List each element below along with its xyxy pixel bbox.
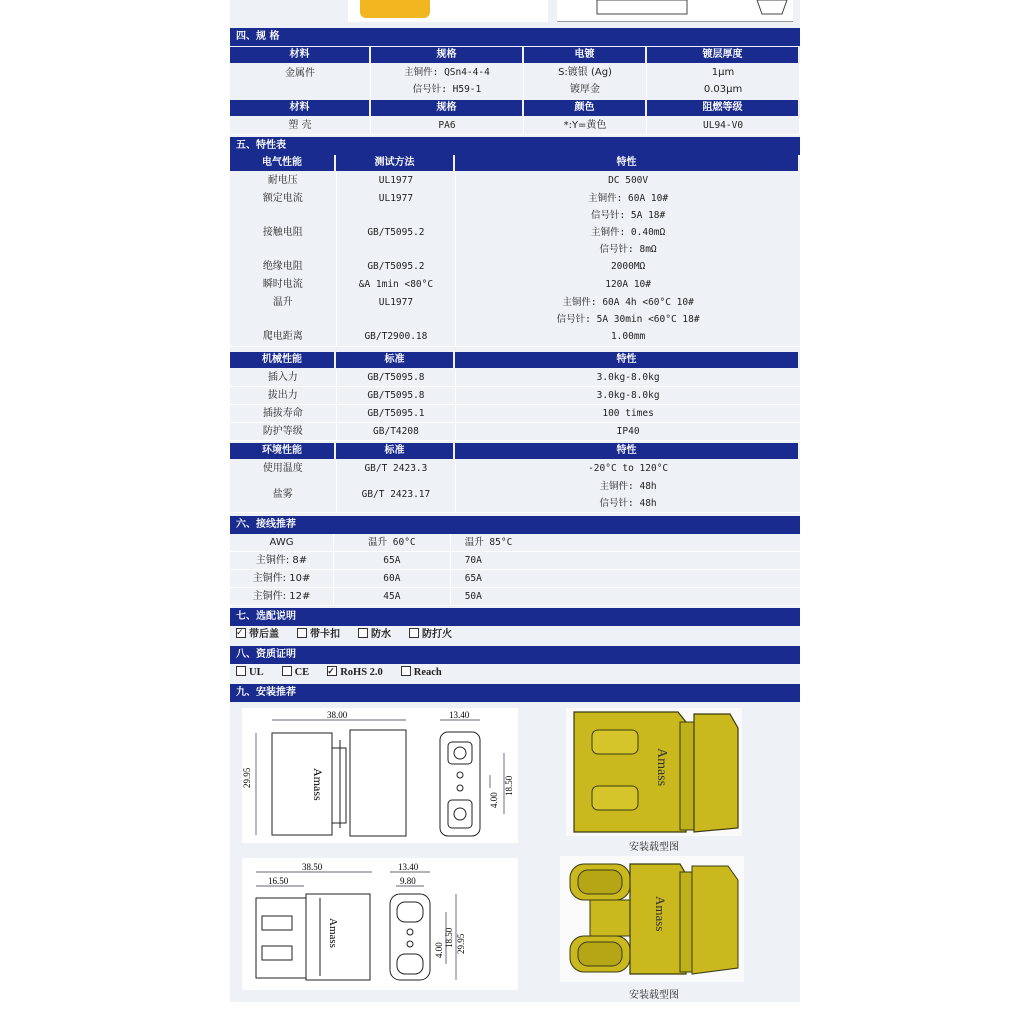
option-label: CE	[294, 667, 310, 678]
option-label: 带后盖	[249, 629, 279, 640]
dim-width-2: 9.80	[400, 876, 416, 886]
option-label: UL	[249, 667, 264, 678]
brand-mark: Amass	[653, 896, 668, 932]
caption-1: 安装载型图	[629, 842, 679, 853]
env-value	[456, 460, 800, 479]
wiring-cell: 70A	[451, 552, 800, 570]
mech-row	[230, 423, 800, 441]
elec-row	[230, 294, 800, 328]
dim-signal: 4.00	[434, 942, 444, 958]
wiring-cell: 50A	[451, 588, 800, 606]
env-method: GB/T 2423.3	[337, 460, 457, 479]
col-spec: 规格	[371, 100, 522, 116]
section-9-title: 九、安装推荐	[230, 684, 800, 702]
wiring-row	[230, 588, 800, 606]
elec-value	[456, 172, 800, 191]
wiring-row	[230, 552, 800, 570]
elec-row	[230, 190, 800, 224]
elec-value	[456, 276, 800, 295]
elec-table	[230, 172, 800, 346]
option-checkbox[interactable]	[282, 665, 310, 681]
metal-row	[230, 64, 800, 100]
env-name: 盐雾	[230, 478, 337, 513]
col-method: 测试方法	[336, 155, 453, 171]
wiring-row	[230, 534, 800, 552]
value-line: 信号针: 5A 30min <60°C 18#	[556, 314, 700, 325]
wiring-cell: 温升 60°C	[334, 534, 451, 552]
plastic-material: 塑 壳	[230, 117, 371, 135]
dim-length: 38.00	[327, 710, 348, 720]
wiring-cell: 主铜件: 12#	[230, 588, 334, 606]
metal-thickness	[647, 64, 800, 101]
elec-name: 接触电阻	[230, 224, 337, 259]
plastic-row	[230, 117, 800, 135]
wiring-cell: 温升 85°C	[451, 534, 800, 552]
env-method: GB/T 2423.17	[337, 478, 457, 513]
option-checkbox[interactable]	[297, 627, 340, 643]
elec-row	[230, 172, 800, 190]
mech-method: GB/T5095.8	[337, 369, 457, 387]
value-line: 主铜件: 60A 4h <60°C 10#	[562, 297, 694, 308]
dim-pitch: 18.50	[444, 927, 454, 948]
mech-table	[230, 369, 800, 441]
option-label: 防水	[371, 629, 391, 640]
option-label: RoHS 2.0	[340, 667, 383, 678]
checkbox-icon[interactable]	[401, 666, 411, 676]
value-line: DC 500V	[608, 175, 649, 186]
elec-value	[456, 294, 800, 329]
option-list	[236, 627, 796, 643]
elec-method: UL1977	[337, 172, 457, 191]
spec-header-2	[230, 100, 800, 116]
connector-render-1	[566, 708, 742, 836]
section-4-title: 四、规 格	[230, 28, 800, 46]
col-color: 颜色	[524, 100, 645, 116]
elec-name: 温升	[230, 294, 337, 329]
elec-name: 瞬时电流	[230, 276, 337, 295]
elec-method: &A 1min <80°C	[337, 276, 457, 295]
thickness-line: 1μm	[711, 67, 735, 78]
elec-value	[456, 328, 800, 347]
mech-value: 3.0kg-8.0kg	[456, 387, 800, 405]
mech-name: 插入力	[230, 369, 337, 387]
wiring-cell: 65A	[451, 570, 800, 588]
col-thickness: 镀层厚度	[647, 47, 798, 63]
col-value: 特性	[455, 352, 798, 368]
col-standard: 标准	[336, 443, 453, 459]
elec-method: GB/T5095.2	[337, 224, 457, 259]
value-line: 主铜件: 0.40mΩ	[590, 227, 666, 238]
value-line: 信号针: 5A 18#	[590, 210, 666, 221]
env-name: 使用温度	[230, 460, 337, 479]
thickness-line: 0.03μm	[703, 84, 743, 95]
mech-row	[230, 405, 800, 423]
drawing-top	[557, 0, 793, 22]
mech-row	[230, 387, 800, 405]
elec-value	[456, 258, 800, 277]
elec-row	[230, 224, 800, 258]
checkbox-icon[interactable]	[297, 628, 307, 638]
elec-row	[230, 276, 800, 294]
mech-method: GB/T5095.1	[337, 405, 457, 423]
wiring-cell: AWG	[230, 534, 334, 552]
value-line: 信号针: 8mΩ	[599, 244, 657, 255]
elec-name: 绝缘电阻	[230, 258, 337, 277]
technical-drawing-1	[242, 708, 518, 843]
checkbox-icon[interactable]	[409, 628, 419, 638]
elec-name: 爬电距离	[230, 328, 337, 347]
brand-mark: Amass	[311, 768, 325, 801]
value-line: 主铜件: 48h	[599, 481, 657, 492]
mech-value: 3.0kg-8.0kg	[456, 369, 800, 387]
env-header	[230, 443, 800, 459]
value-line: 1.00mm	[610, 331, 646, 342]
env-row	[230, 478, 800, 512]
connector-photo-top	[360, 0, 430, 18]
wiring-cell: 45A	[334, 588, 451, 606]
wiring-table	[230, 534, 800, 606]
col-value: 特性	[455, 443, 798, 459]
dim-pitch: 18.50	[504, 775, 514, 796]
dim-height: 29.95	[242, 767, 252, 788]
wiring-cell: 65A	[334, 552, 451, 570]
env-value	[456, 478, 800, 513]
elec-method: UL1977	[337, 190, 457, 225]
checkbox-icon[interactable]	[282, 666, 292, 676]
brand-mark: Amass	[327, 918, 339, 948]
plastic-color: *:Y=黄色	[524, 117, 647, 135]
col-env: 环境性能	[230, 443, 334, 459]
plastic-rating: UL94-V0	[647, 117, 800, 135]
spec-header-1	[230, 47, 800, 63]
checkbox-icon[interactable]	[236, 666, 246, 676]
col-material: 材料	[230, 47, 369, 63]
option-checkbox[interactable]	[236, 665, 264, 681]
checkbox-icon[interactable]	[236, 628, 246, 638]
plating-line: S:镀银 (Ag)	[558, 67, 612, 78]
dim-width: 13.40	[449, 710, 470, 720]
option-checkbox[interactable]	[401, 665, 442, 681]
spec-line: 主铜件: QSn4-4-4	[404, 67, 490, 78]
env-table	[230, 460, 800, 512]
wiring-cell: 主铜件: 8#	[230, 552, 334, 570]
col-mech: 机械性能	[230, 352, 334, 368]
value-line: 信号针: 48h	[599, 498, 657, 509]
option-label: 带卡扣	[310, 629, 340, 640]
plating-line: 镀厚金	[570, 84, 600, 95]
col-elec: 电气性能	[230, 155, 334, 171]
dim-width: 13.40	[398, 862, 419, 872]
col-rating: 阻燃等级	[647, 100, 798, 116]
option-label: 防打火	[422, 629, 452, 640]
env-row	[230, 460, 800, 478]
option-label: Reach	[413, 667, 442, 678]
value-line: 120A 10#	[605, 279, 651, 290]
connector-render-2	[560, 856, 744, 982]
col-plating: 电镀	[524, 47, 645, 63]
checkbox-icon[interactable]	[358, 628, 368, 638]
value-line: 2000MΩ	[610, 261, 646, 272]
wiring-cell: 主铜件: 10#	[230, 570, 334, 588]
mech-value: IP40	[456, 423, 800, 441]
col-standard: 标准	[336, 352, 453, 368]
elec-method: UL1977	[337, 294, 457, 329]
dim-length: 38.50	[302, 862, 323, 872]
section-7-title: 七、选配说明	[230, 608, 800, 626]
col-value: 特性	[455, 155, 798, 171]
value-line: 主铜件: 60A 10#	[588, 193, 669, 204]
value-line: -20°C to 120°C	[588, 463, 669, 474]
dim-signal: 4.00	[489, 792, 499, 808]
metal-plating	[524, 64, 647, 101]
metal-material: 金属件	[230, 64, 371, 101]
elec-header	[230, 155, 800, 171]
spec-line: 信号针: H59-1	[412, 84, 482, 95]
wiring-row	[230, 570, 800, 588]
elec-row	[230, 258, 800, 276]
technical-drawing-2	[242, 858, 518, 990]
option-checkbox[interactable]	[409, 627, 452, 643]
metal-spec	[371, 64, 524, 101]
elec-value	[456, 224, 800, 259]
section-6-title: 六、接线推荐	[230, 516, 800, 534]
mech-method: GB/T4208	[337, 423, 457, 441]
col-spec: 规格	[371, 47, 522, 63]
elec-name: 额定电流	[230, 190, 337, 225]
section-5-title: 五、特性表	[230, 137, 800, 155]
col-material: 材料	[230, 100, 369, 116]
checkbox-icon[interactable]	[327, 666, 337, 676]
mech-row	[230, 369, 800, 387]
plastic-spec: PA6	[371, 117, 524, 135]
cert-list	[236, 665, 796, 681]
brand-mark: Amass	[654, 748, 669, 787]
elec-method: GB/T2900.18	[337, 328, 457, 347]
mech-value: 100 times	[456, 405, 800, 423]
mech-name: 插拔寿命	[230, 405, 337, 423]
elec-row	[230, 328, 800, 346]
option-checkbox[interactable]	[236, 627, 279, 643]
caption-2: 安装载型图	[629, 990, 679, 1001]
mech-name: 拔出力	[230, 387, 337, 405]
mech-header	[230, 352, 800, 368]
elec-value	[456, 190, 800, 225]
mech-method: GB/T5095.8	[337, 387, 457, 405]
option-checkbox[interactable]	[358, 627, 391, 643]
section-8-title: 八、资质证明	[230, 646, 800, 664]
option-checkbox[interactable]	[327, 665, 383, 681]
dim-length-2: 16.50	[268, 876, 289, 886]
elec-method: GB/T5095.2	[337, 258, 457, 277]
wiring-cell: 60A	[334, 570, 451, 588]
dim-height: 29.95	[456, 933, 466, 954]
mech-name: 防护等级	[230, 423, 337, 441]
elec-name: 耐电压	[230, 172, 337, 191]
